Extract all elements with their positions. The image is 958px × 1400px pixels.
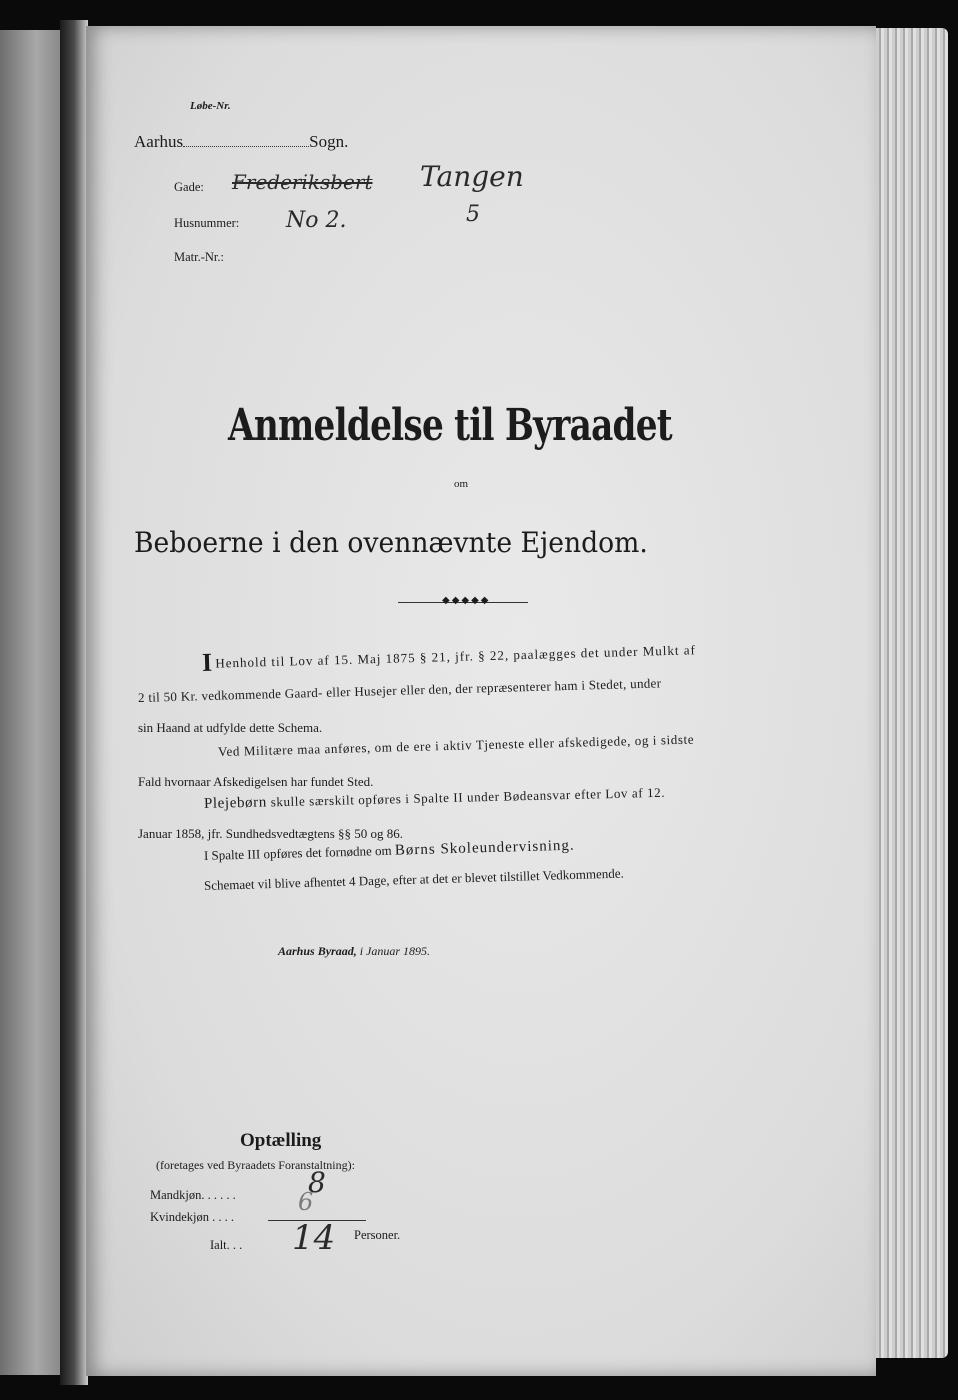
sogn-label: Sogn. (309, 132, 349, 151)
ialt-value: 14 (292, 1218, 336, 1258)
document-subtitle: Beboerne i den ovennævnte Ejendom. (134, 526, 648, 559)
kvindekjon-label: Kvindekjøn . . . . (150, 1210, 235, 1224)
husnummer-extra-handwriting: 5 (466, 202, 480, 227)
paragraph-3-line-1: Plejebørn skulle særskilt opføres i Spalte II under Bødeansvar efter Lov af 12. (203, 784, 666, 812)
mandkjon-value: 8 (308, 1166, 326, 1199)
paragraph-1-line-1: I Henhold til Lov af 15. Maj 1875 § 21, jfr. § 22, paalægges det under Mulkt af (201, 642, 697, 677)
personer-label: Personer. (354, 1228, 401, 1242)
document-page (86, 26, 876, 1376)
count-subtitle: (foretages ved Byraadets Foranstaltning): (156, 1158, 355, 1172)
document-title: Anmeldelse til Byraadet (228, 400, 672, 451)
paragraph-3-line-2: Januar 1858, jfr. Sundhedsvedtægtens §§ 50 og 86. (138, 826, 404, 841)
matr-nr-label: Matr.-Nr.: (174, 250, 224, 264)
title-om: om (454, 478, 469, 490)
husnummer-handwriting: No 2. (286, 208, 347, 233)
paragraph-1-line-3: sin Haand at udfylde dette Schema. (138, 720, 323, 735)
gade-label: Gade: (174, 180, 204, 194)
gade-struck-handwriting: Frederiksbert (232, 170, 373, 194)
ialt-label: Ialt. . . (210, 1238, 243, 1252)
lobe-nr-label: Løbe-Nr. (190, 100, 231, 112)
ornament-diamonds: ◆◆◆◆◆ (442, 595, 491, 606)
kvindekjon-value: 6 (298, 1188, 314, 1216)
dropcap: I (201, 647, 213, 677)
mandkjon-label: Mandkjøn. . . . . . (150, 1188, 236, 1202)
issuer-signature: Aarhus Byraad, i Januar 1895. (278, 944, 431, 958)
husnummer-label: Husnummer: (174, 216, 240, 230)
book-spine (60, 20, 88, 1385)
paragraph-2-line-2: Fald hvornaar Afskedigelsen har fundet Sted. (138, 774, 374, 789)
paragraph-4: I Spalte III opføres det fornødne om Børns Skoleundervisning. (203, 837, 575, 863)
left-facing-page (0, 30, 62, 1375)
sogn-dotted-line (183, 146, 309, 147)
paragraph-5: Schemaet vil blive afhentet 4 Dage, efter at det er blevet tilstillet Vedkommende. (203, 865, 624, 893)
city-label: Aarhus (134, 132, 184, 151)
paragraph-1-line-2: 2 til 50 Kr. vedkommende Gaard- eller Husejer eller den, der repræsenterer ham i Stedet, under (137, 675, 662, 705)
paragraph-2-line-1: Ved Militære maa anføres, om de ere i aktiv Tjeneste eller afskedigede, og i sidste (217, 731, 695, 759)
city-sogn-line (134, 132, 348, 152)
count-title: Optælling (240, 1130, 322, 1151)
gade-handwriting: Tangen (420, 160, 524, 193)
